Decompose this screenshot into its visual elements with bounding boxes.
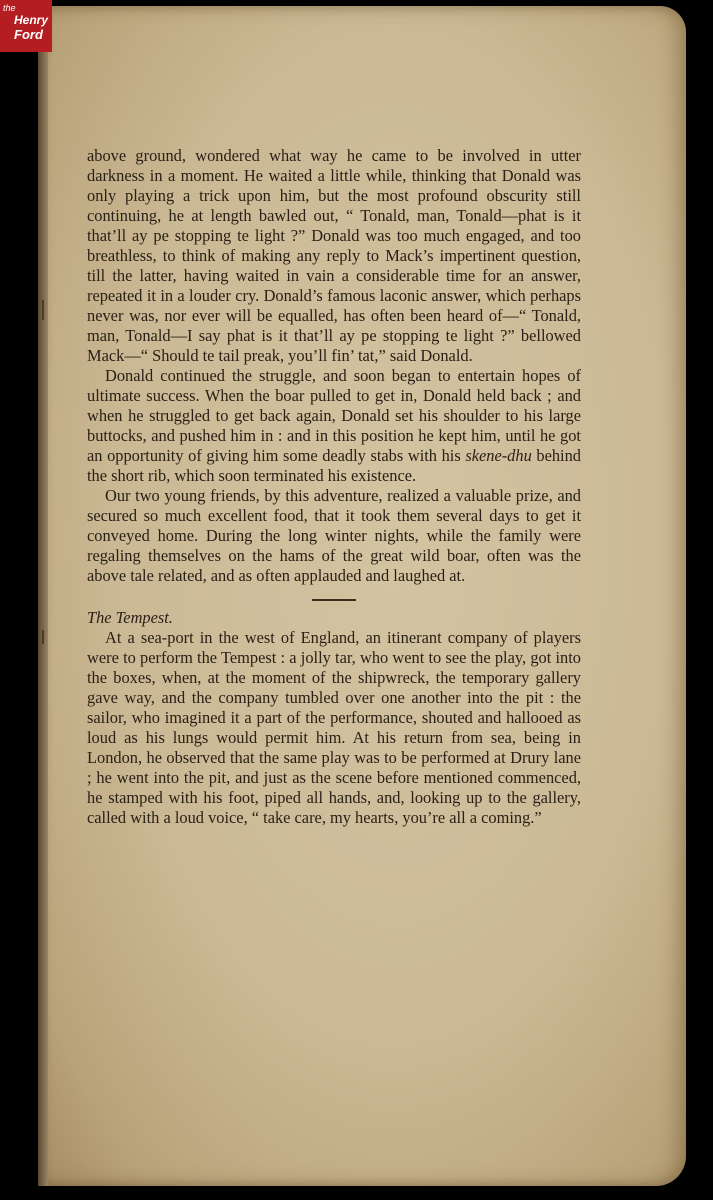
skene-dhu-term: skene-dhu bbox=[465, 446, 532, 465]
paragraph-struggle-part1: Donald continued the struggle, and soon began to entertain hopes of ultimate success. When the boar pulled to get in, Donald held back ; and when he struggled to get back again, Donald set his shoulder to his large buttocks, and pushed him in : and in this position he kept him, until he got an opportunity of giving him some deadly stabs with his bbox=[87, 366, 581, 465]
logo-ford-text: Ford bbox=[14, 27, 43, 42]
paragraph-struggle bbox=[87, 366, 581, 486]
page-text bbox=[87, 146, 581, 828]
page-spine-shadow bbox=[38, 6, 48, 1186]
paragraph-prize: Our two young friends, by this adventure, realized a valuable prize, and secured so much excellent food, that it took them several days to get it conveyed home. During the long winter nights, while the family were regaling themselves on the hams of the great wild boar, often was the above tale related, and as often applauded and laughed at. bbox=[87, 486, 581, 585]
paragraph-struggle-part2: behind the short rib, which soon terminated his existence. bbox=[87, 446, 581, 485]
logo-the-text: the bbox=[3, 3, 16, 13]
henry-ford-logo bbox=[0, 0, 52, 52]
logo-henry-text: Henry bbox=[14, 13, 49, 27]
section-heading: The Tempest. bbox=[87, 608, 173, 627]
binding-mark bbox=[42, 300, 44, 320]
section-divider-ornament bbox=[87, 586, 581, 608]
paragraph-donald-answer: above ground, wondered what way he came to be involved in utter darkness in a moment. He waited a little while, thinking that Donald was only playing a trick upon him, but the most profound obscurity still continuing, he at length bawled out, “ Tonald, man, Tonald—phat is it that’ll ay pe stopping te light ?” Donald was too much engaged, and too breathless, to think of making any reply to Mack’s impertinent question, till the latter, having waited in vain a considerable time for an answer, repeated it in a louder cry. Donald’s famous laconic answer, which perhaps never was, nor ever will be equalled, has often been heard of—“ Tonald, man, Tonald—I say phat is it that’ll ay pe stopping te light ?” bellowed Mack—“ Should te tail preak, you’ll fin’ tat,” said Donald. bbox=[87, 146, 581, 365]
binding-mark bbox=[42, 630, 44, 644]
paragraph-tempest: At a sea-port in the west of England, an itinerant company of players were to perform the Tempest : a jolly tar, who went to see the play, got into the boxes, when, at the moment of the shipwreck, the temporary gallery gave way, and the company tumbled over one another into the pit : the sailor, who imagined it a part of the performance, shouted and hallooed as loud as his lungs would permit him. At his return from sea, being in London, he observed that the same play was to be performed at Drury lane ; he went into the pit, and just as the scene before mentioned commenced, he stamped with his foot, piped all hands, and, looking up to the gallery, called with a loud voice, “ take care, my hearts, you’re all a coming.” bbox=[87, 628, 581, 827]
